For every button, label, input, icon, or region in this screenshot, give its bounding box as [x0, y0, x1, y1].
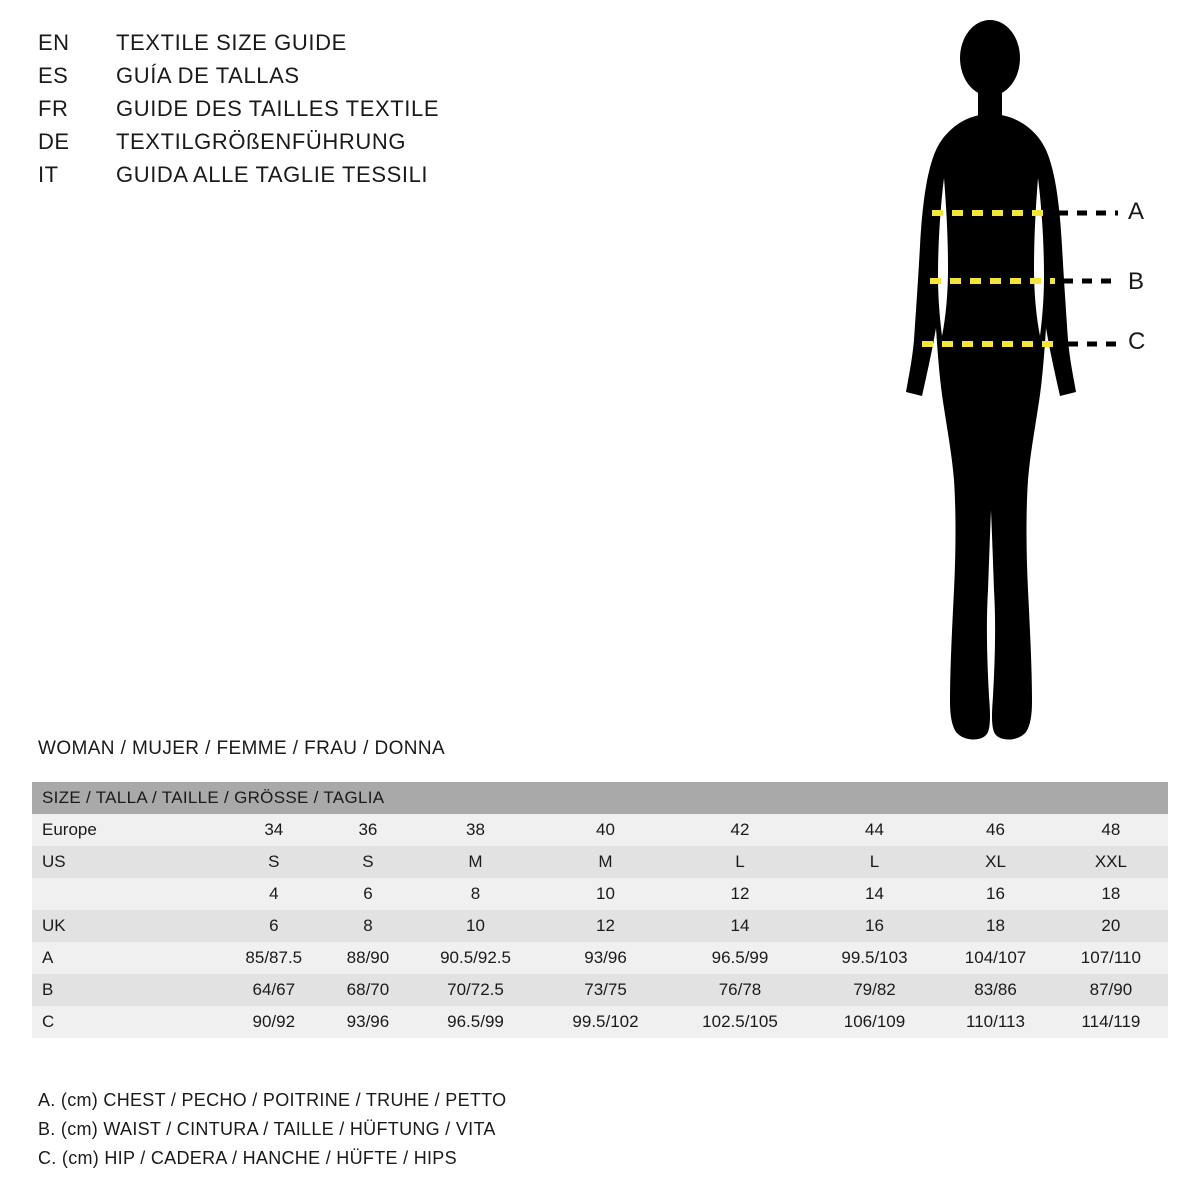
language-code-fr: FR	[38, 96, 69, 121]
cell: S	[268, 852, 280, 871]
language-row	[38, 30, 658, 63]
cell: 106/109	[843, 1012, 906, 1031]
measure-label-a: A	[1128, 198, 1145, 225]
cell: L	[869, 852, 880, 871]
language-code-it: IT	[38, 162, 59, 187]
cell: 42	[730, 820, 750, 839]
language-title-it: GUIDA ALLE TAGLIE TESSILI	[116, 162, 429, 187]
footnote-hip: C. (cm) HIP / CADERA / HANCHE / HÜFTE / HIPS	[38, 1148, 457, 1168]
female-silhouette-icon	[860, 10, 1190, 750]
cell: 102.5/105	[702, 1012, 778, 1031]
cell: 83/86	[974, 980, 1017, 999]
cell: 85/87.5	[245, 948, 303, 967]
cell: 76/78	[718, 980, 762, 999]
cell: 99.5/102	[572, 1012, 639, 1031]
row-label-us: US	[42, 852, 66, 871]
cell: 8	[470, 884, 481, 903]
language-code-de: DE	[38, 129, 70, 154]
cell: 12	[730, 884, 750, 903]
cell: 99.5/103	[841, 948, 908, 967]
language-code-es: ES	[38, 63, 69, 88]
language-row	[38, 162, 658, 195]
language-row	[38, 63, 658, 96]
cell: 68/70	[346, 980, 390, 999]
cell: 38	[466, 820, 485, 839]
cell: 4	[269, 884, 279, 903]
cell: 93/96	[346, 1012, 390, 1031]
row-label-europe: Europe	[42, 820, 97, 839]
cell: 70/72.5	[447, 980, 504, 999]
footnotes	[38, 1090, 738, 1177]
cell: 16	[986, 884, 1005, 903]
table-row	[32, 974, 1168, 1006]
cell: 36	[358, 820, 378, 839]
cell: 18	[986, 916, 1005, 935]
cell: 12	[596, 916, 615, 935]
row-label-uk: UK	[42, 916, 66, 935]
language-title-es: GUÍA DE TALLAS	[116, 63, 300, 88]
cell: 96.5/99	[711, 948, 769, 967]
cell: M	[598, 852, 613, 871]
cell: 10	[596, 884, 615, 903]
cell: 96.5/99	[447, 1012, 504, 1031]
cell: 8	[363, 916, 373, 935]
row-label-a: A	[42, 948, 54, 967]
row-label-b: B	[42, 980, 54, 999]
table-row	[32, 846, 1168, 878]
cell: XXL	[1094, 852, 1127, 871]
size-table	[32, 782, 1168, 1038]
cell: 14	[865, 884, 884, 903]
language-title-en: TEXTILE SIZE GUIDE	[116, 30, 347, 55]
footnote-waist: B. (cm) WAIST / CINTURA / TAILLE / HÜFTUNG / VITA	[38, 1119, 496, 1139]
footnote-chest: A. (cm) CHEST / PECHO / POITRINE / TRUHE / PETTO	[38, 1090, 507, 1110]
cell: 73/75	[584, 980, 627, 999]
cell: L	[735, 852, 745, 871]
measure-label-b: B	[1128, 268, 1145, 295]
measure-label-c: C	[1128, 328, 1146, 355]
table-header-label: SIZE / TALLA / TAILLE / GRÖSSE / TAGLIA	[42, 788, 385, 807]
cell: 6	[363, 884, 373, 903]
cell: 34	[264, 820, 284, 839]
cell: M	[468, 852, 483, 871]
cell: 90/92	[252, 1012, 296, 1031]
cell: 14	[730, 916, 750, 935]
cell: 6	[269, 916, 279, 935]
table-row	[32, 878, 1168, 910]
language-title-block	[38, 30, 658, 195]
cell: 90.5/92.5	[440, 948, 511, 967]
table-row	[32, 814, 1168, 846]
language-title-de: TEXTILGRÖßENFÜHRUNG	[116, 129, 407, 154]
cell: 104/107	[964, 948, 1027, 967]
cell: 107/110	[1080, 948, 1141, 967]
language-row	[38, 129, 658, 162]
table-row	[32, 910, 1168, 942]
cell: 93/96	[584, 948, 627, 967]
cell: 10	[466, 916, 485, 935]
section-caption-woman: WOMAN / MUJER / FEMME / FRAU / DONNA	[38, 738, 446, 759]
cell: 87/90	[1089, 980, 1133, 999]
table-row	[32, 1006, 1168, 1038]
cell: 16	[865, 916, 884, 935]
cell: 40	[596, 820, 615, 839]
cell: 44	[865, 820, 884, 839]
cell: 64/67	[252, 980, 296, 999]
table-row	[32, 942, 1168, 974]
cell: S	[362, 852, 374, 871]
body-measurement-figure	[860, 10, 1190, 750]
cell: 114/119	[1081, 1012, 1141, 1031]
language-code-en: EN	[38, 30, 70, 55]
cell: 48	[1101, 820, 1121, 839]
cell: 79/82	[853, 980, 896, 999]
language-title-fr: GUIDE DES TAILLES TEXTILE	[116, 96, 440, 121]
row-label-c: C	[42, 1012, 55, 1031]
table-header-row	[32, 782, 1168, 814]
cell: 110/113	[966, 1012, 1025, 1031]
cell: 20	[1101, 916, 1121, 935]
cell: 88/90	[346, 948, 390, 967]
cell: 46	[986, 820, 1005, 839]
cell: XL	[985, 852, 1006, 871]
language-row	[38, 96, 658, 129]
cell: 18	[1101, 884, 1121, 903]
row-label-us-numeric	[32, 878, 220, 910]
